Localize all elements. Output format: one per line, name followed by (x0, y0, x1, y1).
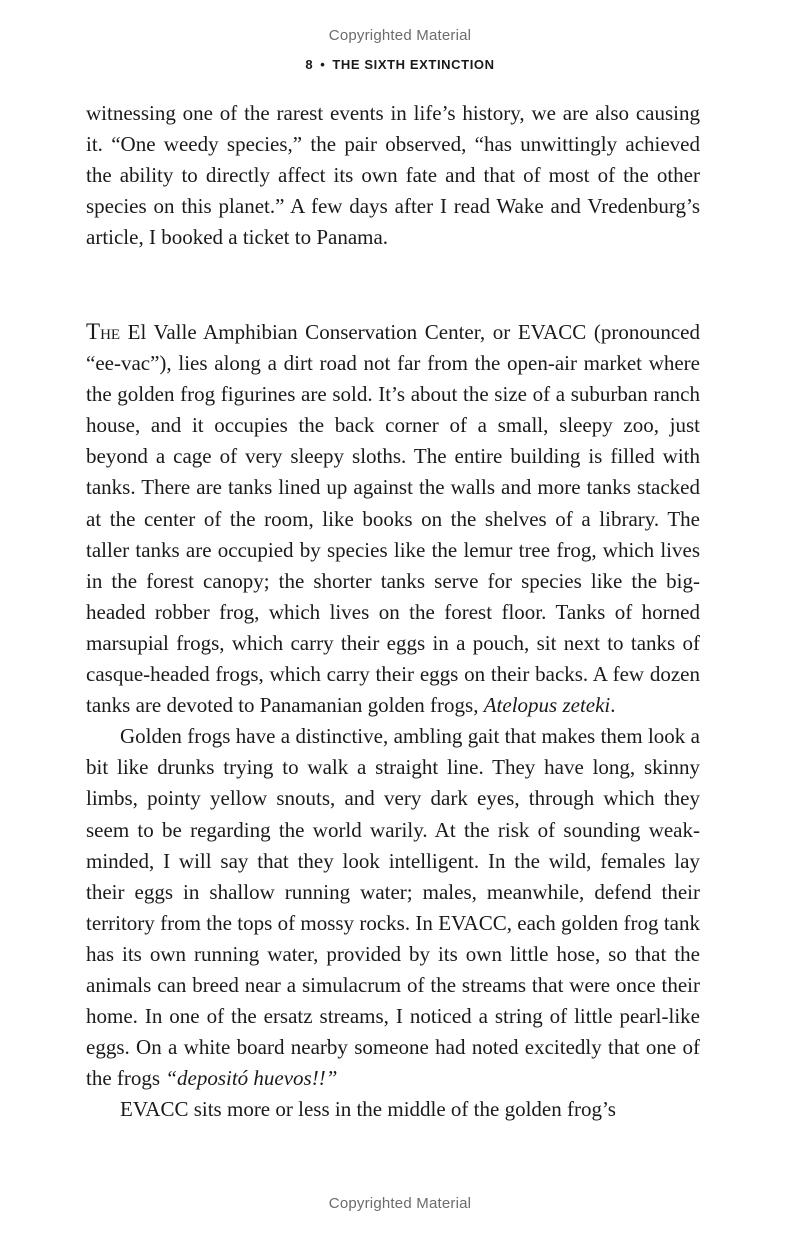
bullet-separator: • (320, 57, 326, 72)
paragraph-2-end: . (610, 693, 616, 718)
section-lead-in: he (100, 320, 121, 344)
body-paragraph-2 (86, 316, 700, 721)
copyright-watermark-bottom: Copyrighted Material (328, 1195, 472, 1212)
spanish-quote: “depositó huevos!!” (165, 1066, 338, 1091)
body-paragraph-1: witnessing one of the rarest events in life’s history, we are also causing it. “One weedy species,” the pair observed, “has unwittingly achieved the ability to directly affect its own fate and that of most of the other species on this planet.” A few days after I read Wake and Vredenburg’s article, I booked a ticket to Panama. (86, 101, 700, 250)
section-body (86, 316, 700, 1125)
paragraph-continued (86, 98, 700, 253)
paragraph-2-text: El Valle Amphibian Conservation Center, or EVACC (pronounced “ee-vac”), lies along a dirt road not far from the open-air market where the golden frog figurines are sold. It’s about the size of a suburban ranch house, and it occupies the back corner of a small, sleepy zoo, just beyond a cage of very sleepy sloths. The entire building is filled with tanks. There are tanks lined up against the walls and more tanks stacked at the center of the room, like books on the shelves of a library. The taller tanks are occupied by species like the lemur tree frog, which lives in the forest canopy; the shorter tanks serve for species like the big-headed robber frog, which lives on the forest floor. Tanks of horned marsupial frogs, which carry their eggs in a pouch, sit next to tanks of casque-headed frogs, which carry their eggs on their backs. A few dozen tanks are devoted to Panamanian golden frogs, (86, 320, 700, 718)
book-title: THE SIXTH EXTINCTION (332, 57, 495, 72)
copyright-watermark-top: Copyrighted Material (328, 27, 472, 44)
page-number: 8 (305, 57, 314, 72)
body-paragraph-3 (86, 721, 700, 1094)
paragraph-3-text: Golden frogs have a distinctive, ambling gait that makes them look a bit like drunks trying to walk a straight line. They have long, skinny limbs, pointy yellow snouts, and very dark eyes, through which they seem to be regarding the world warily. At the risk of sounding weak-minded, I will say that they look intelligent. In the wild, females lay their eggs in shallow running water; males, meanwhile, defend their territory from the tops of mossy rocks. In EVACC, each golden frog tank has its own running water, provided by its own little hose, so that the animals can breed near a simulacrum of the streams that were once their home. In one of the ersatz streams, I noticed a string of little pearl-like eggs. On a white board nearby someone had noted excitedly that one of the frogs (86, 724, 700, 1091)
section-initial-letter: T (86, 319, 101, 344)
running-head (0, 57, 800, 72)
body-paragraph-4: EVACC sits more or less in the middle of the golden frog’s (120, 1097, 616, 1122)
species-name: Atelopus zeteki (483, 693, 611, 718)
